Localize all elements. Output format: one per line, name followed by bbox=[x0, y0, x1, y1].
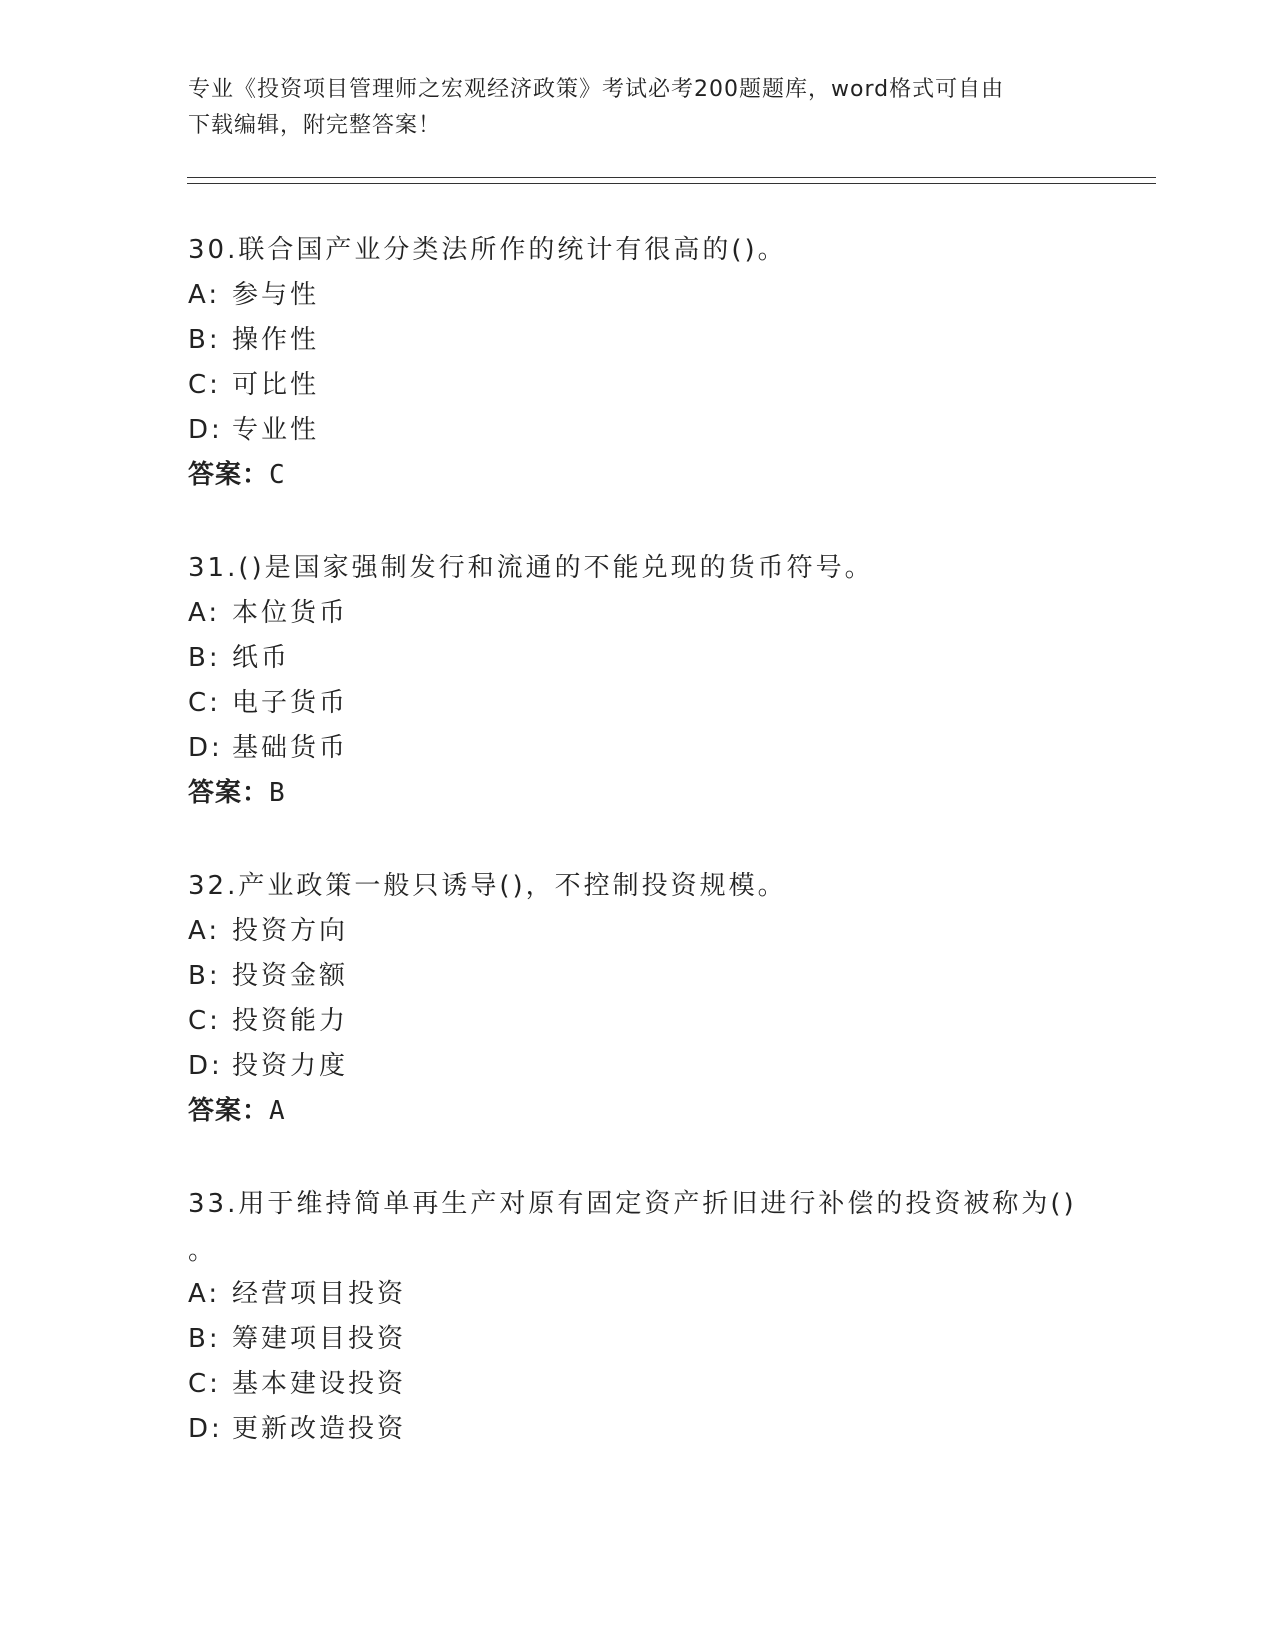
question-33-option-d bbox=[188, 1413, 406, 1445]
question-31-option-d bbox=[188, 732, 348, 764]
option-text: 纸币 bbox=[232, 643, 291, 673]
question-33-stem-continuation: 。 bbox=[188, 1236, 218, 1266]
option-letter: B: bbox=[188, 961, 221, 991]
question-32-option-d bbox=[188, 1050, 348, 1082]
option-text: 专业性 bbox=[232, 415, 320, 445]
option-text: 投资方向 bbox=[232, 916, 349, 946]
option-text: 投资力度 bbox=[232, 1051, 349, 1081]
header-divider-top bbox=[187, 177, 1156, 178]
header-line-2: 下载编辑，附完整答案！ bbox=[188, 113, 442, 138]
question-33-option-c bbox=[188, 1368, 406, 1400]
option-text: 电子货币 bbox=[232, 688, 349, 718]
option-text: 可比性 bbox=[232, 370, 320, 400]
option-letter: D: bbox=[188, 415, 223, 445]
option-letter: A: bbox=[188, 916, 221, 946]
question-32-option-c bbox=[188, 1005, 348, 1037]
option-letter: A: bbox=[188, 280, 221, 310]
answer-value: B bbox=[269, 778, 286, 808]
answer-label: 答案： bbox=[188, 460, 270, 490]
question-32-stem: 32.产业政策一般只诱导()，不控制投资规模。 bbox=[188, 871, 787, 901]
option-letter: C: bbox=[188, 688, 221, 718]
answer-label: 答案： bbox=[188, 778, 270, 808]
option-letter: B: bbox=[188, 1324, 221, 1354]
option-letter: C: bbox=[188, 370, 221, 400]
option-text: 基本建设投资 bbox=[232, 1369, 407, 1399]
question-31-option-c bbox=[188, 687, 348, 719]
option-letter: A: bbox=[188, 1279, 221, 1309]
question-33-stem: 33.用于维持简单再生产对原有固定资产折旧进行补偿的投资被称为() bbox=[188, 1189, 1077, 1219]
option-letter: D: bbox=[188, 733, 223, 763]
option-text: 基础货币 bbox=[232, 733, 349, 763]
header-divider-bottom bbox=[187, 183, 1156, 184]
option-text: 操作性 bbox=[232, 325, 320, 355]
option-letter: D: bbox=[188, 1414, 223, 1444]
question-30-option-c bbox=[188, 369, 319, 401]
question-32-answer bbox=[188, 1095, 286, 1127]
option-text: 投资金额 bbox=[232, 961, 349, 991]
option-letter: A: bbox=[188, 598, 221, 628]
option-letter: C: bbox=[188, 1369, 221, 1399]
question-33-option-b bbox=[188, 1323, 406, 1355]
option-letter: B: bbox=[188, 643, 221, 673]
option-text: 筹建项目投资 bbox=[232, 1324, 407, 1354]
question-31-stem: 31.()是国家强制发行和流通的不能兑现的货币符号。 bbox=[188, 553, 874, 583]
option-text: 本位货币 bbox=[232, 598, 349, 628]
option-text: 参与性 bbox=[232, 280, 320, 310]
option-text: 更新改造投资 bbox=[232, 1414, 407, 1444]
question-30-option-d bbox=[188, 414, 319, 446]
question-31-option-a bbox=[188, 597, 348, 629]
question-30-stem: 30.联合国产业分类法所作的统计有很高的()。 bbox=[188, 235, 787, 265]
option-letter: D: bbox=[188, 1051, 223, 1081]
answer-value: A bbox=[269, 1096, 286, 1126]
answer-label: 答案： bbox=[188, 1096, 270, 1126]
option-letter: B: bbox=[188, 325, 221, 355]
question-31-option-b bbox=[188, 642, 290, 674]
option-text: 经营项目投资 bbox=[232, 1279, 407, 1309]
answer-value: C bbox=[269, 460, 286, 490]
question-30-option-b bbox=[188, 324, 319, 356]
option-text: 投资能力 bbox=[232, 1006, 349, 1036]
question-33-option-a bbox=[188, 1278, 406, 1310]
header-line-1: 专业《投资项目管理师之宏观经济政策》考试必考200题题库，word格式可自由 bbox=[188, 77, 1005, 102]
question-30-option-a bbox=[188, 279, 319, 311]
question-30-answer bbox=[188, 459, 286, 491]
option-letter: C: bbox=[188, 1006, 221, 1036]
question-32-option-a bbox=[188, 915, 348, 947]
document-header bbox=[188, 72, 1088, 144]
question-31-answer bbox=[188, 777, 286, 809]
question-32-option-b bbox=[188, 960, 348, 992]
